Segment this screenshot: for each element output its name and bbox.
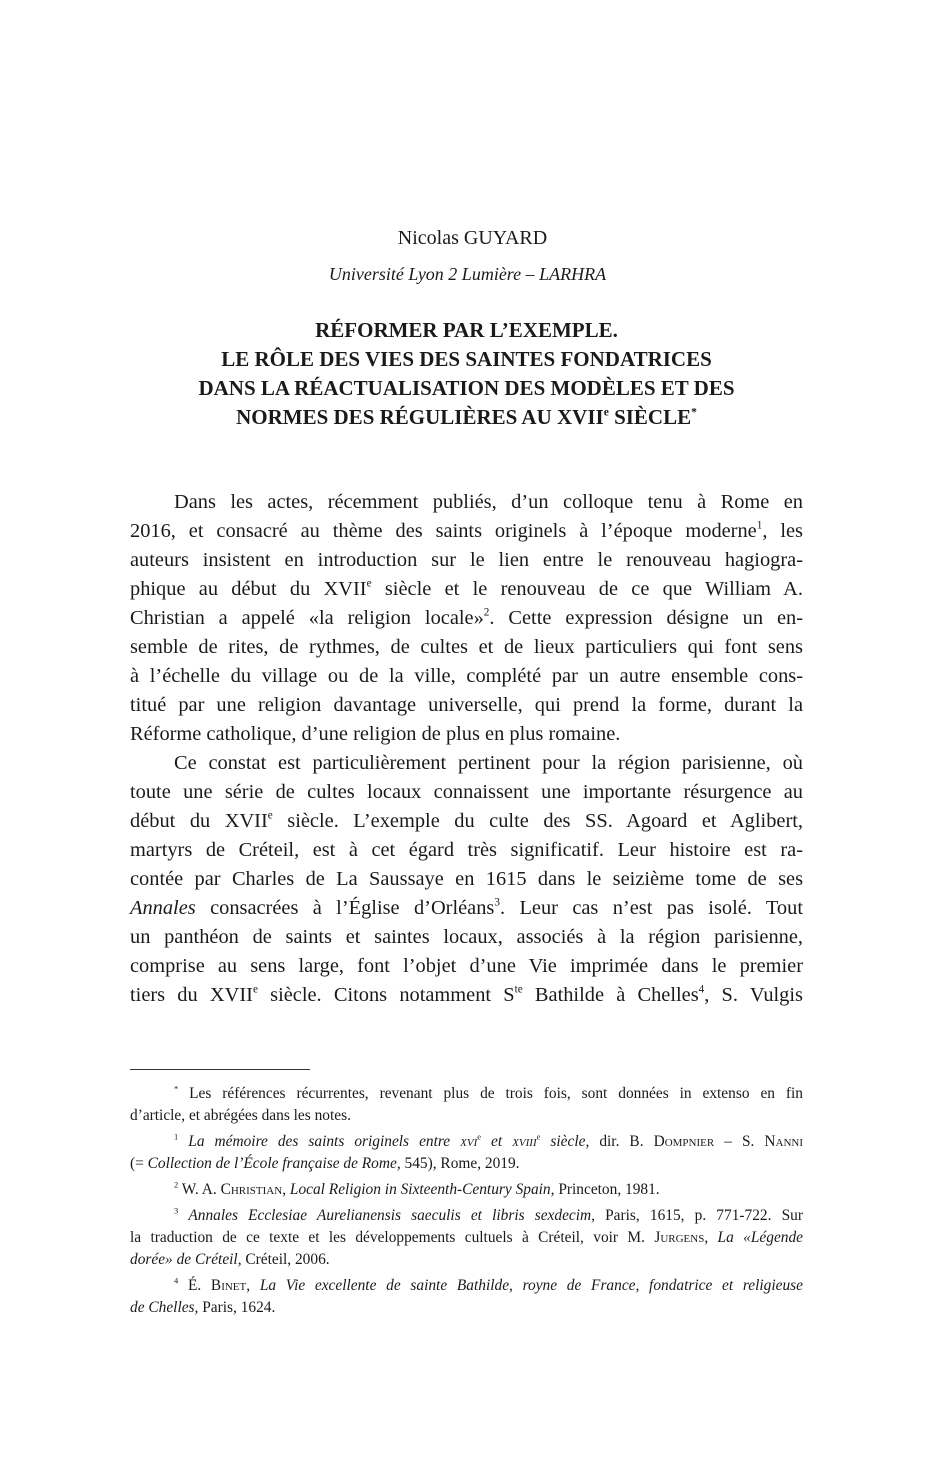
footnote-text: , bbox=[246, 1277, 260, 1294]
footnote-text: Princeton, 1981. bbox=[554, 1181, 660, 1198]
author-name: Nicolas GUYARD bbox=[397, 227, 548, 249]
footnote-smallcaps: ompnier bbox=[664, 1133, 715, 1150]
footnote-smallcaps: urgens bbox=[660, 1229, 705, 1246]
body-line: Réforme catholique, d’une religion de plus en plus romaine. bbox=[130, 723, 621, 745]
footnote-line: d’article, et abrégées dans les notes. bbox=[130, 1107, 351, 1124]
body-text-run: siècle et le renouveau de ce que William A. bbox=[371, 578, 803, 600]
body-text-run: Christian a appelé «la religion locale» bbox=[130, 607, 484, 629]
footnote-ref-2: 2 bbox=[483, 606, 490, 619]
body-line: titué par une religion davantage universelle, qui prend la forme, durant la bbox=[130, 694, 803, 716]
body-line: un panthéon de saints et saintes locaux, associés à la région parisienne, bbox=[130, 926, 803, 948]
footnote-line bbox=[130, 1227, 803, 1249]
body-text-run: , les bbox=[762, 520, 803, 542]
body-text-run: phique au début du bbox=[130, 578, 324, 600]
body-text-run: siècle. L’exemple du culte des SS. Agoard et Aglibert, bbox=[272, 810, 803, 832]
footnotes bbox=[130, 1083, 803, 1323]
footnote-line bbox=[130, 1131, 803, 1153]
footnote-separator bbox=[130, 1069, 310, 1070]
footnote-marker: 4 bbox=[174, 1275, 179, 1286]
footnote-line bbox=[130, 1179, 803, 1201]
body-line: toute une série de cultes locaux connaissent une importante résurgence au bbox=[130, 781, 803, 803]
title-text: NORMES DES RÉGULIÈRES AU XVII bbox=[236, 405, 604, 429]
footnote-text: (= bbox=[130, 1155, 148, 1172]
footnote-marker: * bbox=[174, 1083, 179, 1094]
footnote-italic: dorée» de Créteil, bbox=[130, 1251, 242, 1268]
footnote-italic: siècle, bbox=[540, 1133, 590, 1150]
body-text-run: 2016, et consacré au thème des saints originels à l’époque moderne bbox=[130, 520, 757, 542]
footnote-marker: 2 bbox=[174, 1179, 179, 1190]
footnote-text: la traduction de ce texte et les développements cultuels à Créteil, voir M. J bbox=[130, 1229, 661, 1246]
body-line: auteurs insistent en introduction sur le lien entre le renouveau hagiogra- bbox=[130, 549, 803, 571]
footnote-line bbox=[130, 1205, 803, 1227]
title-footnote-marker: * bbox=[691, 406, 697, 419]
body-text-run: , S. Vulgis bbox=[704, 984, 803, 1006]
century-numeral: XVII bbox=[323, 578, 367, 600]
superscript: e bbox=[267, 809, 273, 822]
footnote-line bbox=[130, 1275, 803, 1297]
footnote-marker: 1 bbox=[174, 1131, 179, 1142]
italic-title: Annales bbox=[130, 897, 196, 919]
footnote-italic: et bbox=[481, 1133, 513, 1150]
body-line bbox=[130, 981, 803, 1010]
footnote-italic: La Vie excellente de sainte Bathilde, royne de France, fondatrice et religieuse bbox=[259, 1277, 803, 1294]
body-text-run: tiers du bbox=[130, 984, 210, 1006]
footnote-1 bbox=[130, 1131, 803, 1175]
body-line: Dans les actes, récemment publiés, d’un colloque tenu à Rome en bbox=[174, 491, 803, 513]
footnote-line bbox=[130, 1153, 803, 1175]
footnote-text: Paris, 1615, p. 771-722. Sur bbox=[594, 1207, 803, 1224]
footnote-text: 545), Rome, 2019. bbox=[400, 1155, 520, 1172]
article-title bbox=[130, 316, 803, 432]
body-line bbox=[130, 894, 803, 923]
body-line: contée par Charles de La Saussaye en 1615 dans le seizième tome de ses bbox=[130, 868, 803, 890]
body-text-run: début du bbox=[130, 810, 225, 832]
footnote-line bbox=[130, 1083, 803, 1105]
body-line: Ce constat est particulièrement pertinent pour la région parisienne, où bbox=[174, 752, 803, 774]
footnote-text: É. B bbox=[178, 1277, 222, 1294]
body-line bbox=[130, 517, 803, 546]
footnote-smallcaps: xviii bbox=[512, 1133, 537, 1150]
footnote-smallcaps: anni bbox=[775, 1133, 803, 1150]
title-line-1: RÉFORMER PAR L’EXEMPLE. bbox=[315, 318, 618, 342]
superscript: te bbox=[514, 983, 523, 996]
footnote-ref-4: 4 bbox=[698, 983, 705, 996]
paragraph-1 bbox=[130, 488, 803, 749]
footnote-smallcaps: hristian bbox=[230, 1181, 283, 1198]
title-line-4 bbox=[130, 403, 803, 432]
footnote-italic: La «Légende bbox=[717, 1229, 804, 1246]
footnote-text: dir. B. D bbox=[589, 1133, 665, 1150]
body-text-run: Bathilde à Chelles bbox=[522, 984, 699, 1006]
body-text bbox=[130, 488, 803, 1010]
footnote-italic: Collection de l’École française de Rome, bbox=[147, 1155, 401, 1172]
footnote-italic: La mémoire des saints originels entre bbox=[188, 1133, 461, 1150]
body-text-run: . Cette expression désigne un en- bbox=[489, 607, 803, 629]
author-affiliation: Université Lyon 2 Lumière – LARHRA bbox=[328, 264, 607, 284]
body-line bbox=[130, 807, 803, 836]
footnote-text bbox=[178, 1207, 188, 1224]
footnote-text: Créteil, 2006. bbox=[241, 1251, 330, 1268]
paragraph-2 bbox=[130, 749, 803, 1010]
body-text-run: . Leur cas n’est pas isolé. Tout bbox=[499, 897, 803, 919]
century-numeral: XVII bbox=[224, 810, 268, 832]
title-superscript: e bbox=[603, 406, 609, 419]
body-line bbox=[130, 604, 803, 633]
body-line: à l’échelle du village ou de la ville, complété par un autre ensemble cons- bbox=[130, 665, 803, 687]
footnote-text bbox=[178, 1133, 188, 1150]
footnote-italic: Annales Ecclesiae Aurelianensis saeculis et libris sexdecim, bbox=[188, 1207, 595, 1224]
footnote-text: , bbox=[282, 1181, 290, 1198]
footnote-ref-1: 1 bbox=[756, 519, 763, 532]
footnote-4 bbox=[130, 1275, 803, 1319]
footnote-star bbox=[130, 1083, 803, 1127]
footnote-text: Paris, 1624. bbox=[198, 1299, 276, 1316]
footnote-text: W. A. C bbox=[178, 1181, 231, 1198]
footnote-text: Les références récurrentes, revenant plus de trois fois, sont données in extenso en fin bbox=[178, 1085, 803, 1102]
footnote-marker: 3 bbox=[174, 1205, 179, 1216]
body-line: semble de rites, de rythmes, de cultes et de lieux particuliers qui font sens bbox=[130, 636, 803, 658]
footnote-line bbox=[130, 1249, 803, 1271]
superscript: e bbox=[536, 1131, 541, 1142]
footnote-italic: de Chelles, bbox=[130, 1299, 199, 1316]
footnote-smallcaps: xvi bbox=[460, 1133, 478, 1150]
body-line: comprise au sens large, font l’objet d’une Vie imprimée dans le premier bbox=[130, 955, 803, 977]
footnote-text: – S. N bbox=[714, 1133, 776, 1150]
footnote-3 bbox=[130, 1205, 803, 1271]
body-text-run: siècle. Citons notamment S bbox=[257, 984, 515, 1006]
body-text-run: consacrées à l’Église d’Orléans bbox=[195, 897, 495, 919]
body-line: martyrs de Créteil, est à cet égard très significatif. Leur histoire est ra- bbox=[130, 839, 803, 861]
title-text: SIÈCLE bbox=[608, 405, 692, 429]
footnote-ref-3: 3 bbox=[494, 896, 500, 909]
footnote-smallcaps: inet bbox=[221, 1277, 247, 1294]
superscript: e bbox=[477, 1131, 482, 1142]
footnote-2 bbox=[130, 1179, 803, 1201]
title-line-2: LE RÔLE DES VIES DES SAINTES FONDATRICES bbox=[221, 347, 712, 371]
superscript: e bbox=[252, 983, 258, 996]
footnote-line bbox=[130, 1297, 803, 1319]
footnote-italic: Local Religion in Sixteenth-Century Spain, bbox=[289, 1181, 555, 1198]
footnote-text: , bbox=[704, 1229, 718, 1246]
superscript: e bbox=[366, 577, 372, 590]
body-line bbox=[130, 575, 803, 604]
century-numeral: XVII bbox=[209, 984, 253, 1006]
title-line-3: DANS LA RÉACTUALISATION DES MODÈLES ET DES bbox=[198, 376, 735, 400]
